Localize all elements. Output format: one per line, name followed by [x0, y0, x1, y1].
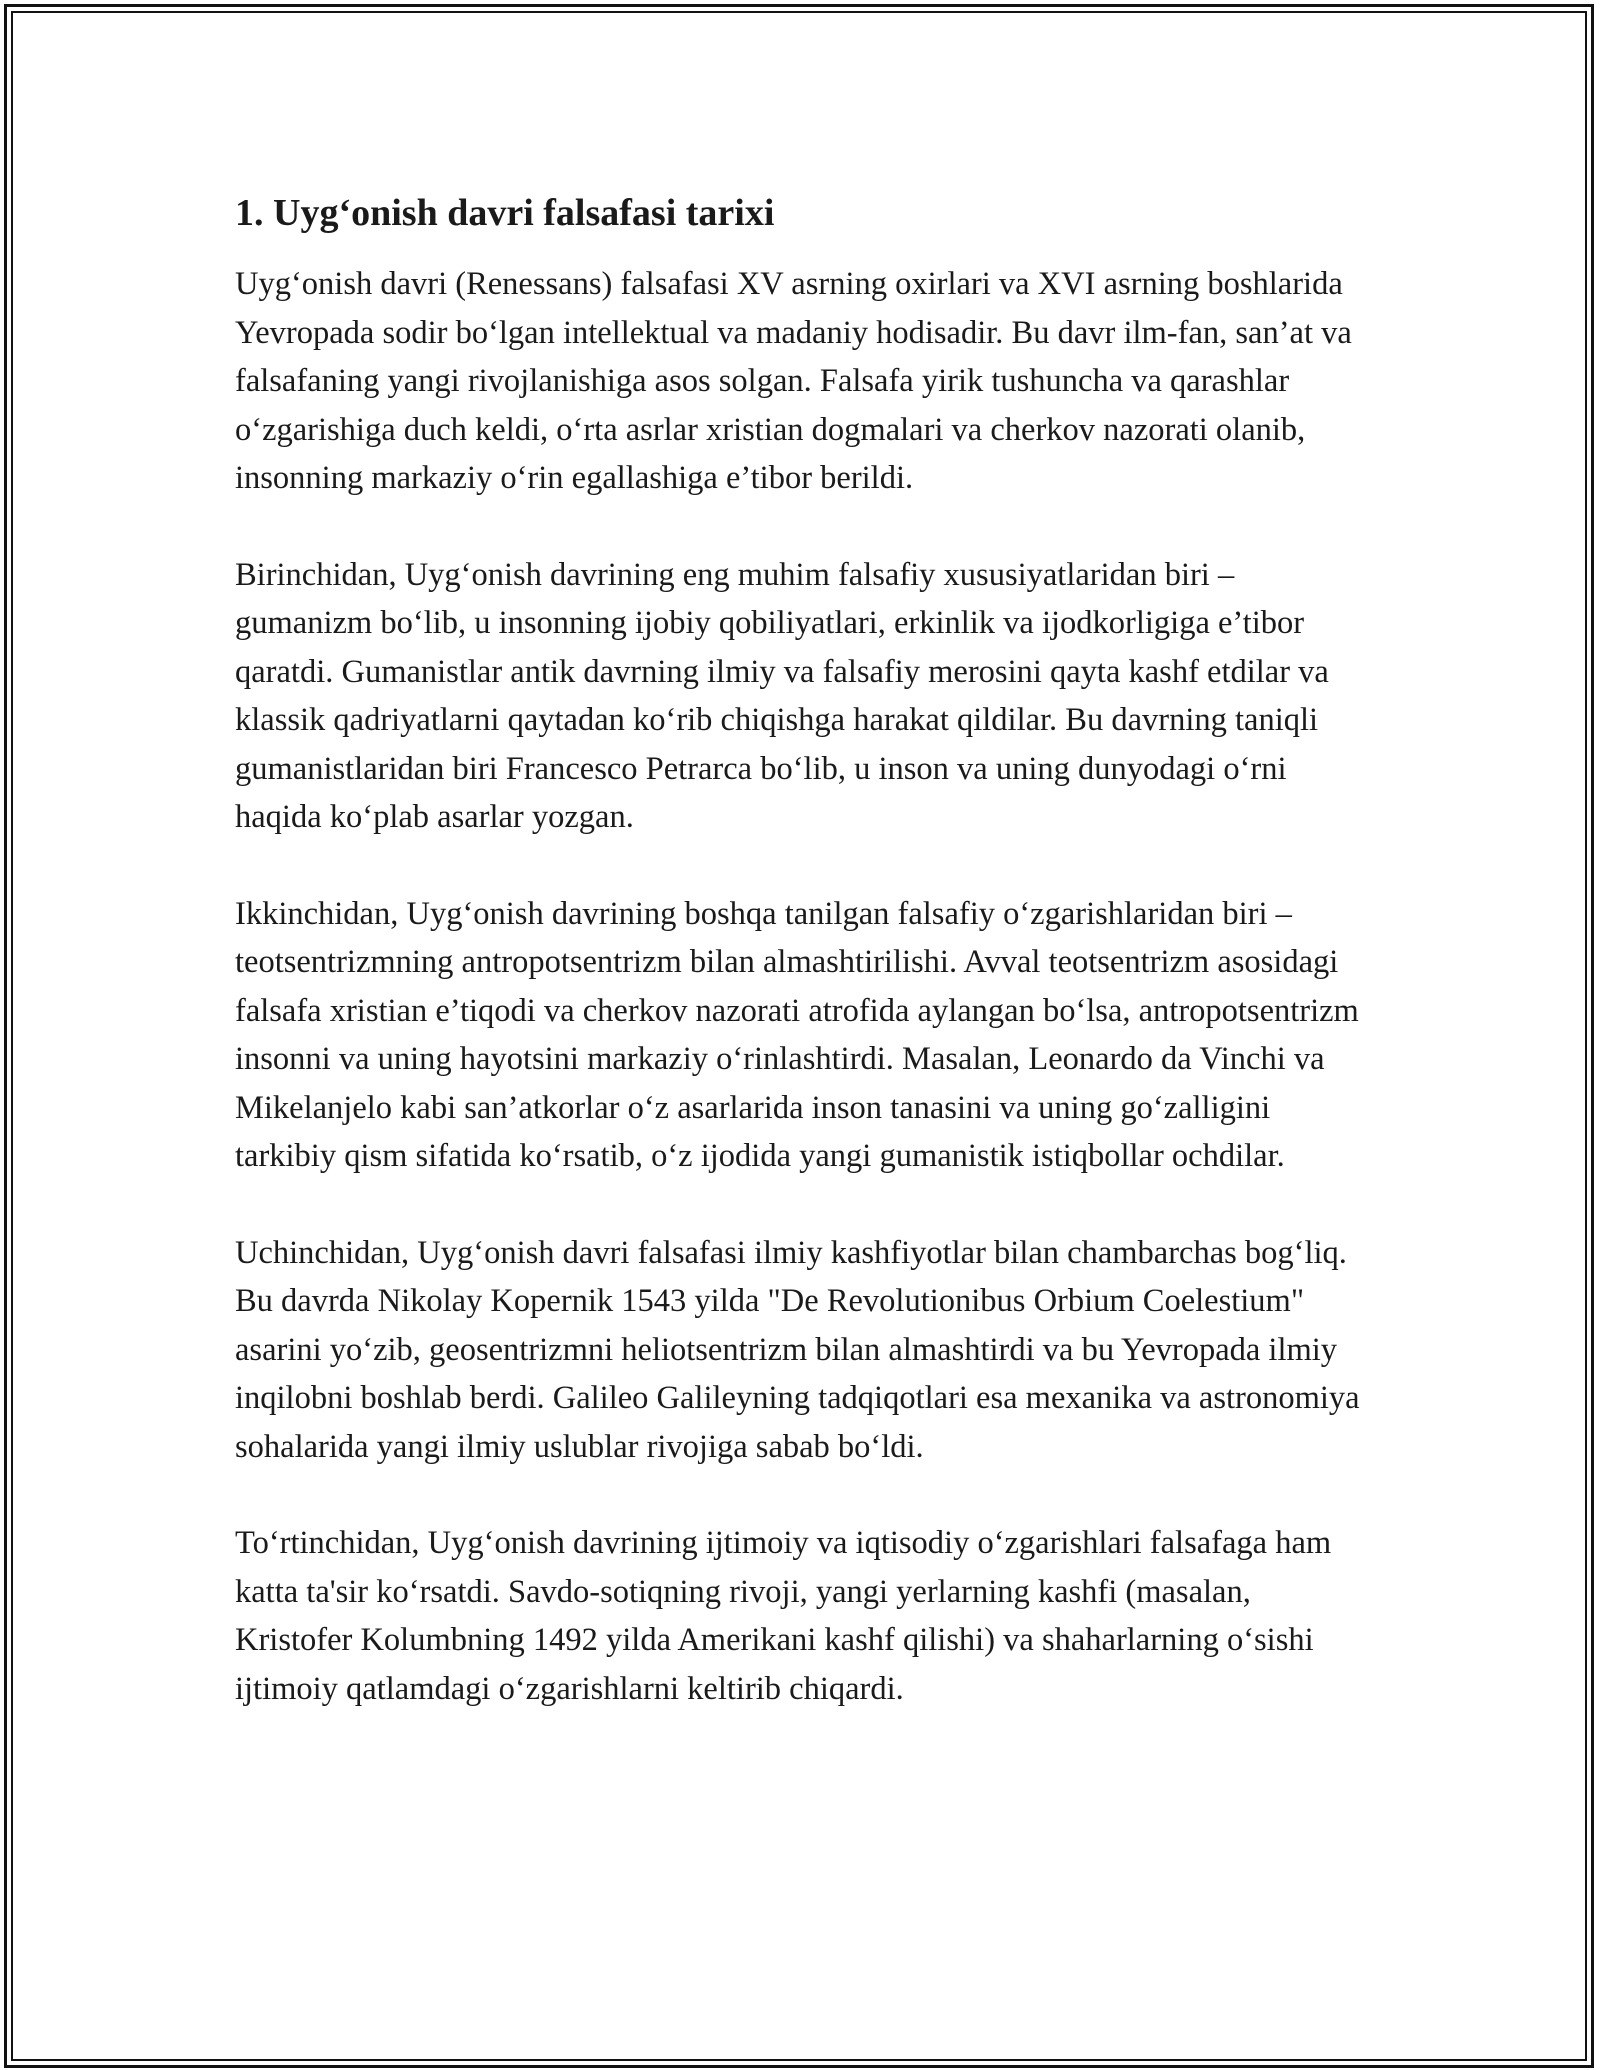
paragraph-first: Birinchidan, Uyg‘onish davrining eng muhim falsafiy xususiyatlaridan biri – gumanizm bo‘lib, u insonning ijobiy qobiliyatlari, erkinlik va ijodkorligiga e’tibor qaratdi. Gumanistlar antik davrning ilmiy va falsafiy merosini qayta kashf etdilar va klassik qadriyatlarni qaytadan ko‘rib chiqishga harakat qildilar. Bu davrning taniqli gumanistlaridan biri Francesco Petrarca bo‘lib, u inson va uning dunyodagi o‘rni haqida ko‘plab asarlar yozgan. — [235, 556, 1329, 835]
document-body — [235, 188, 1375, 1761]
paragraph-second: Ikkinchidan, Uyg‘onish davrining boshqa tanilgan falsafiy o‘zgarishlaridan biri – teotsentrizmning antropotsentrizm bilan almashtirilishi. Avval teotsentrizm asosidagi falsafa xristian e’tiqodi va cherkov nazorati atrofida aylangan bo‘lsa, antropotsentrizm insonni va uning hayotsini markaziy o‘rinlashtirdi. Masalan, Leonardo da Vinchi va Mikelanjelo kabi san’atkorlar o‘z asarlarida inson tanasini va uning go‘zalligini tarkibiy qism sifatida ko‘rsatib, o‘z ijodida yangi gumanistik istiqbollar ochdilar. — [235, 895, 1359, 1174]
section-heading: 1. Uyg‘onish davri falsafasi tarixi — [235, 192, 775, 234]
paragraph-third: Uchinchidan, Uyg‘onish davri falsafasi ilmiy kashfiyotlar bilan chambarchas bog‘liq. Bu davrda Nikolay Kopernik 1543 yilda "De Revolutionibus Orbium Coelestium" asarini yo‘zib, geosentrizmni heliotsentrizm bilan almashtirdi va bu Yevropada ilmiy inqilobni boshlab berdi. Galileo Galileyning tadqiqotlari esa mexanika va astronomiya sohalarida yangi ilmiy uslublar rivojiga sabab bo‘ldi. — [235, 1234, 1360, 1465]
paragraph-fourth: To‘rtinchidan, Uyg‘onish davrining ijtimoiy va iqtisodiy o‘zgarishlari falsafaga ham katta ta'sir ko‘rsatdi. Savdo-sotiqning rivoji, yangi yerlarning kashfi (masalan, Kristofer Kolumbning 1492 yilda Amerikani kashf qilishi) va shaharlarning o‘sishi ijtimoiy qatlamdagi o‘zgarishlarni keltirib chiqardi. — [235, 1525, 1332, 1707]
paragraph-intro: Uyg‘onish davri (Renessans) falsafasi XV asrning oxirlari va XVI asrning boshlarida Yevropada sodir bo‘lgan intellektual va madaniy hodisadir. Bu davr ilm-fan, san’at va falsafaning yangi rivojlanishiga asos solgan. Falsafa yirik tushuncha va qarashlar o‘zgarishiga duch keldi, o‘rta asrlar xristian dogmalari va cherkov nazorati olanib, insonning markaziy o‘rin egallashiga e’tibor berildi. — [235, 266, 1352, 496]
